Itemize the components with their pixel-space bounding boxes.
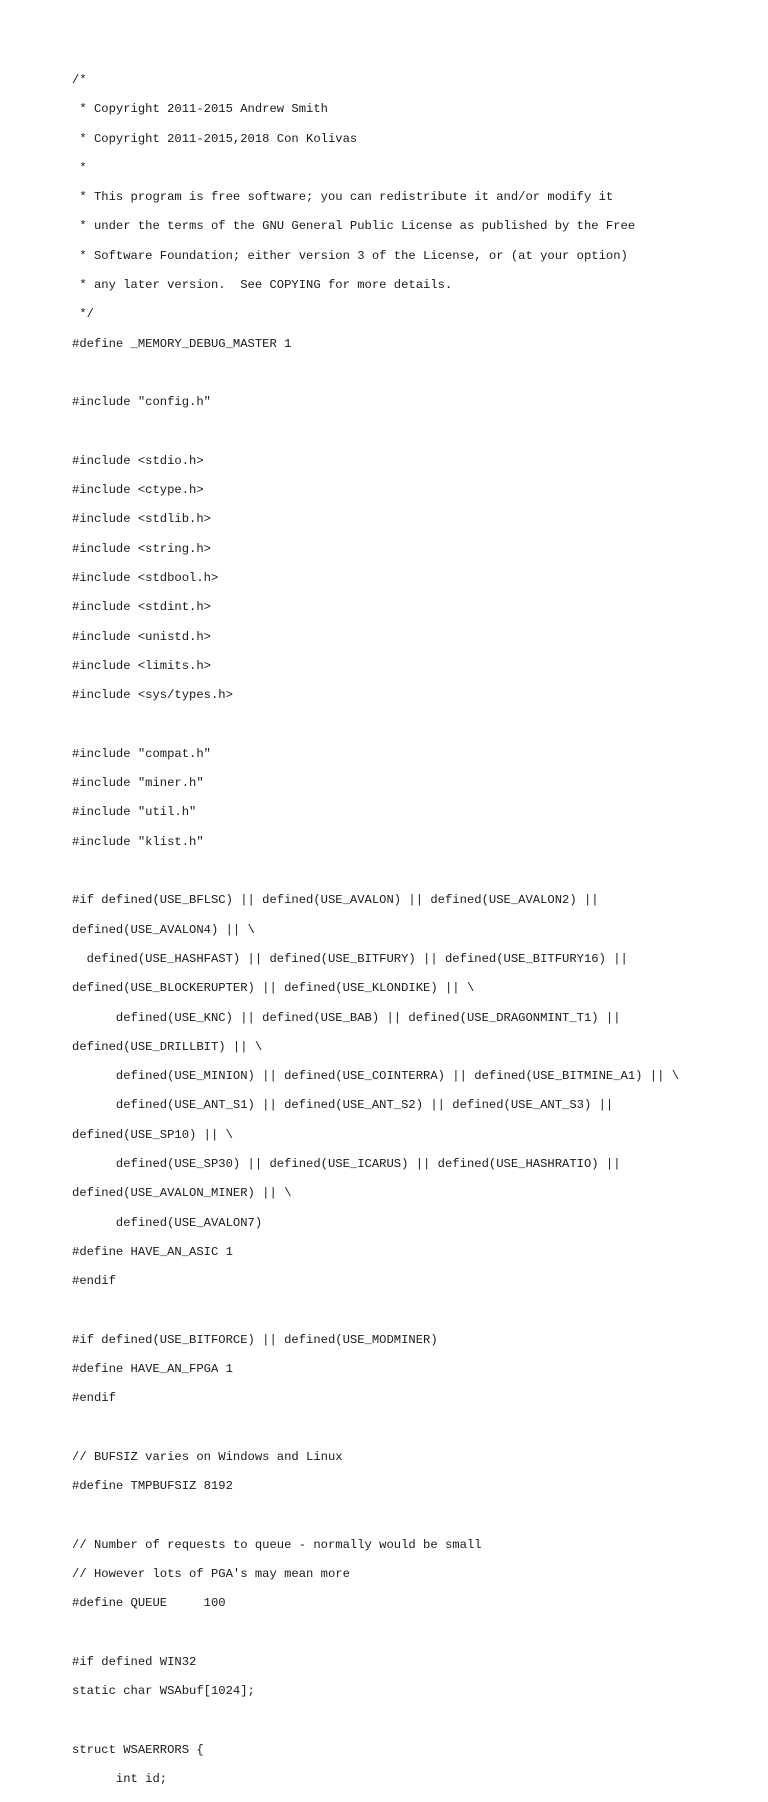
code-line: #define TMPBUFSIZ 8192	[72, 1479, 233, 1494]
code-line	[72, 1509, 679, 1524]
code-line: struct WSAERRORS {	[72, 1742, 204, 1757]
code-line	[72, 1421, 679, 1436]
code-line	[72, 1626, 679, 1641]
code-line: */	[72, 307, 94, 322]
code-line: #include <ctype.h>	[72, 483, 204, 498]
code-line: #include <sys/types.h>	[72, 688, 233, 703]
code-line: #include <limits.h>	[72, 658, 211, 673]
code-line: /*	[72, 73, 87, 87]
code-line: defined(USE_HASHFAST) || defined(USE_BITFURY) || defined(USE_BITFURY16) ||	[72, 951, 628, 966]
code-line: #include "config.h"	[72, 395, 211, 410]
code-line	[72, 1714, 679, 1729]
code-line: #endif	[72, 1391, 116, 1406]
code-line: #include "klist.h"	[72, 834, 204, 849]
code-line: * any later version. See COPYING for more details.	[72, 278, 453, 293]
code-line	[72, 425, 679, 440]
code-line: defined(USE_MINION) || defined(USE_COINTERRA) || defined(USE_BITMINE_A1) || \	[72, 1069, 680, 1084]
code-line: defined(USE_AVALON7)	[72, 1215, 263, 1230]
code-line: #define HAVE_AN_ASIC 1	[72, 1244, 233, 1259]
code-line: #include <unistd.h>	[72, 629, 211, 644]
code-line: static char WSAbuf[1024];	[72, 1684, 255, 1699]
code-line: #define _MEMORY_DEBUG_MASTER 1	[72, 336, 292, 351]
code-line: *	[72, 160, 87, 175]
code-line: // However lots of PGA's may mean more	[72, 1567, 350, 1582]
code-line: * Copyright 2011-2015,2018 Con Kolivas	[72, 131, 358, 146]
code-line: defined(USE_AVALON4) || \	[72, 922, 255, 937]
code-line: #include <stdbool.h>	[72, 571, 219, 586]
source-code-document	[72, 73, 679, 1802]
code-line: #include "compat.h"	[72, 746, 211, 761]
code-line: #include <stdlib.h>	[72, 512, 211, 527]
code-line	[72, 366, 679, 381]
code-line: defined(USE_BLOCKERUPTER) || defined(USE_KLONDIKE) || \	[72, 981, 475, 996]
code-line: defined(USE_KNC) || defined(USE_BAB) || defined(USE_DRAGONMINT_T1) ||	[72, 1010, 621, 1025]
code-line: #define QUEUE 100	[72, 1596, 226, 1611]
code-line: defined(USE_DRILLBIT) || \	[72, 1039, 263, 1054]
code-line	[72, 864, 679, 879]
code-line: // Number of requests to queue - normally would be small	[72, 1537, 482, 1552]
code-line: #include <stdint.h>	[72, 600, 211, 615]
code-line: * Software Foundation; either version 3 of the License, or (at your option)	[72, 248, 628, 263]
code-line: #include <stdio.h>	[72, 453, 204, 468]
code-line: * This program is free software; you can redistribute it and/or modify it	[72, 190, 614, 205]
code-line: defined(USE_ANT_S1) || defined(USE_ANT_S2) || defined(USE_ANT_S3) ||	[72, 1098, 614, 1113]
code-line: * under the terms of the GNU General Public License as published by the Free	[72, 219, 636, 234]
code-line: * Copyright 2011-2015 Andrew Smith	[72, 102, 328, 117]
code-line: defined(USE_AVALON_MINER) || \	[72, 1186, 292, 1201]
code-line: #endif	[72, 1274, 116, 1289]
code-line: #include "util.h"	[72, 805, 197, 820]
code-line: #include "miner.h"	[72, 776, 204, 791]
code-line: defined(USE_SP10) || \	[72, 1127, 233, 1142]
code-line: #if defined(USE_BITFORCE) || defined(USE_MODMINER)	[72, 1332, 438, 1347]
code-line: #if defined WIN32	[72, 1655, 197, 1670]
code-line: #define HAVE_AN_FPGA 1	[72, 1362, 233, 1377]
code-line	[72, 718, 679, 733]
code-line: #if defined(USE_BFLSC) || defined(USE_AVALON) || defined(USE_AVALON2) ||	[72, 893, 599, 908]
code-line: defined(USE_SP30) || defined(USE_ICARUS) || defined(USE_HASHRATIO) ||	[72, 1156, 621, 1171]
code-line: int id;	[72, 1772, 168, 1787]
code-line	[72, 1303, 679, 1318]
code-line: // BUFSIZ varies on Windows and Linux	[72, 1449, 343, 1464]
code-line: #include <string.h>	[72, 541, 211, 556]
